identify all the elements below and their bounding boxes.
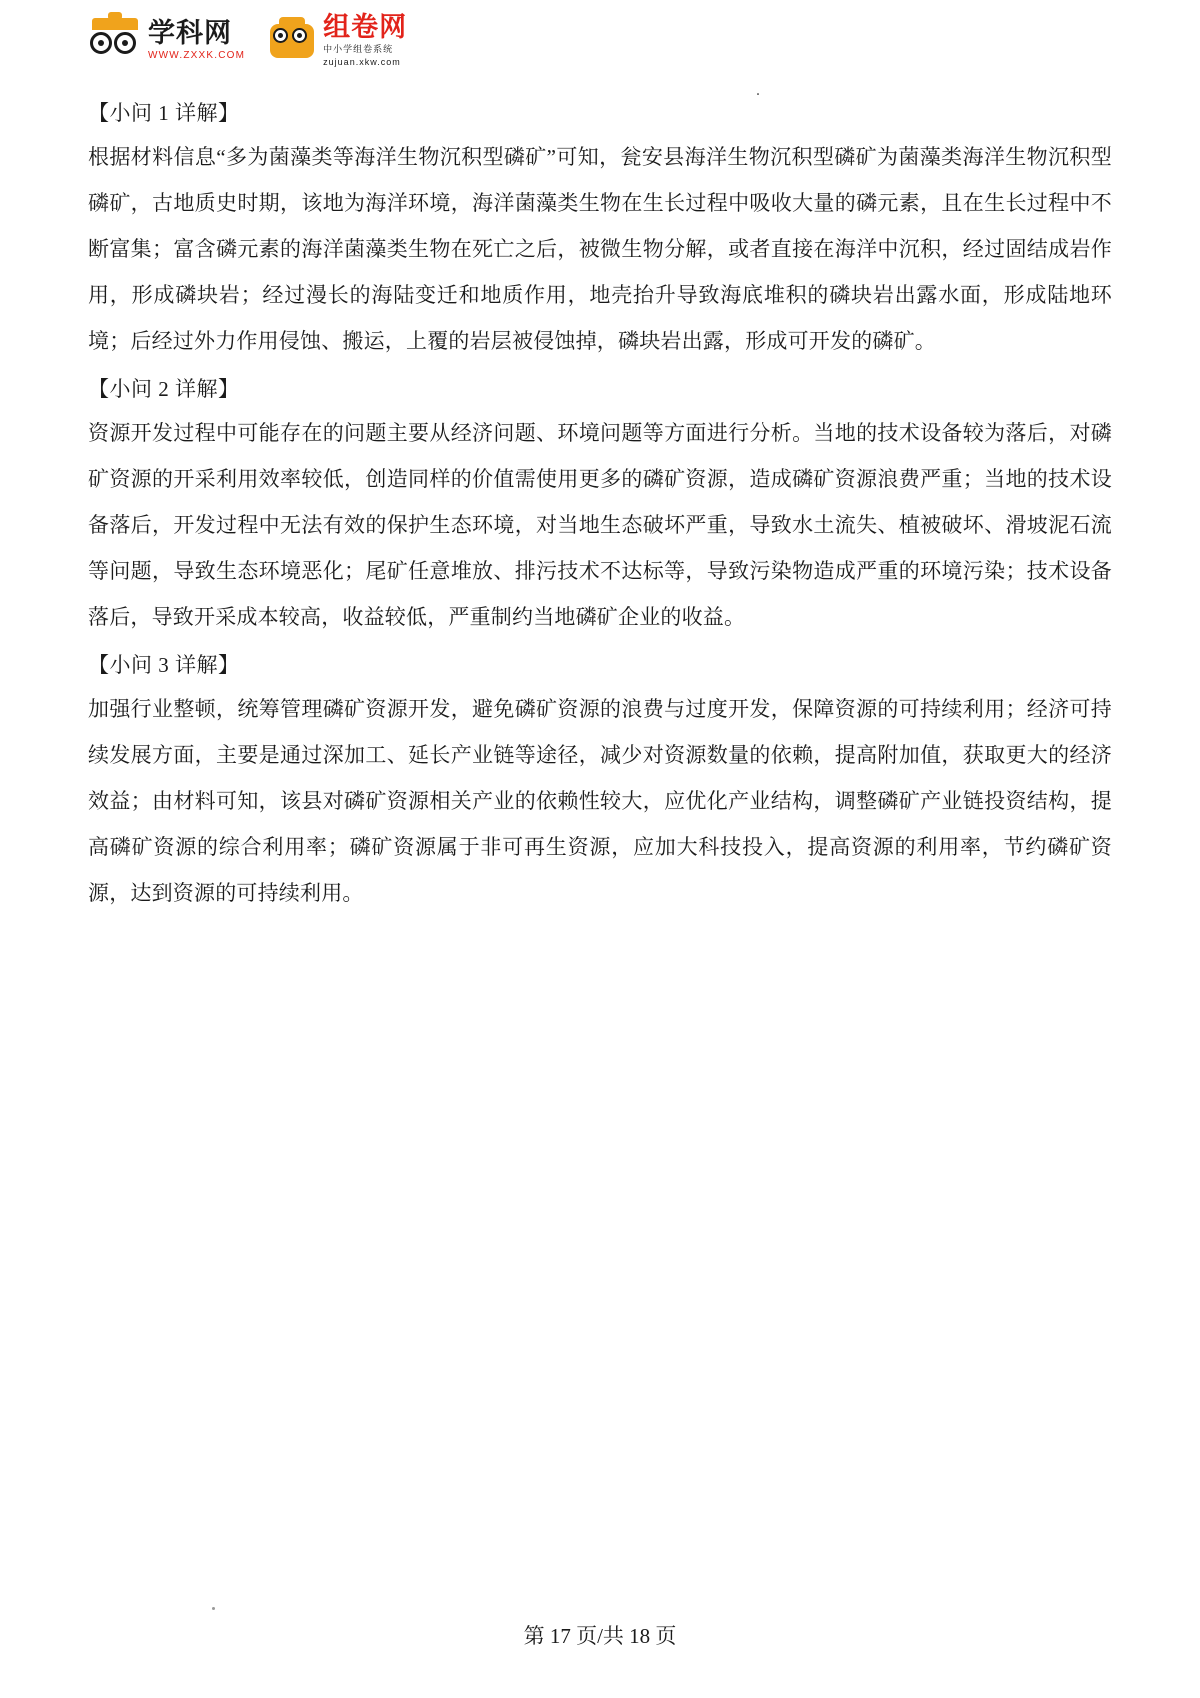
logo-xuekewang-name: 学科网 [148,18,232,48]
section-1-paragraph: 根据材料信息“多为菌藻类等海洋生物沉积型磷矿”可知，瓮安县海洋生物沉积型磷矿为菌藻类海洋生物沉积型磷矿，古地质史时期，该地为海洋环境，海洋菌藻类生物在生长过程中吸收大量的磷元素，且在生长过程中不断富集；富含磷元素的海洋菌藻类生物在死亡之后，被微生物分解，或者直接在海洋中沉积，经过固结成岩作用，形成磷块岩；经过漫长的海陆变迁和地质作用，地壳抬升导致海底堆积的磷块岩出露水面，形成陆地环境；后经过外力作用侵蚀、搬运，上覆的岩层被侵蚀掉，磷块岩出露，形成可开发的磷矿。 [88,145,1112,353]
logo-xuekewang[interactable] [88,16,245,66]
page-number-label: 第 17 页/共 18 页 [523,1624,677,1648]
document-body [88,82,1112,922]
section-3 [88,646,1112,916]
logo-zujuanwang-name: 组卷网 [323,12,408,42]
logo-zujuanwang-sub-cn: 中小学组卷系统 [323,44,394,54]
logo-bar [88,14,407,67]
owl-graduate-icon [88,16,142,66]
page-footer [0,1620,1200,1650]
section-2-title: 【小问 2 详解】 [88,377,240,401]
logo-zujuanwang-url: zujuan.xkw.com [323,57,401,67]
section-3-title: 【小问 3 详解】 [88,653,240,677]
owl-bear-icon [267,17,317,65]
section-2 [88,370,1112,640]
section-1 [88,94,1112,364]
section-1-title: 【小问 1 详解】 [88,101,240,125]
page-margin-dot [212,1607,215,1610]
section-3-paragraph: 加强行业整顿，统筹管理磷矿资源开发，避免磷矿资源的浪费与过度开发，保障资源的可持续利用；经济可持续发展方面，主要是通过深加工、延长产业链等途径，减少对资源数量的依赖，提高附加值，获取更大的经济效益；由材料可知，该县对磷矿资源相关产业的依赖性较大，应优化产业结构，调整磷矿产业链投资结构，提高磷矿资源的综合利用率；磷矿资源属于非可再生资源，应加大科技投入，提高资源的利用率，节约磷矿资源，达到资源的可持续利用。 [88,697,1112,905]
logo-zujuanwang[interactable] [267,14,407,67]
stray-dot-mark: . [756,82,760,99]
logo-xuekewang-url: WWW.ZXXK.COM [148,50,246,61]
section-2-paragraph: 资源开发过程中可能存在的问题主要从经济问题、环境问题等方面进行分析。当地的技术设备较为落后，对磷矿资源的开采利用效率较低，创造同样的价值需使用更多的磷矿资源，造成磷矿资源浪费严重；当地的技术设备落后，开发过程中无法有效的保护生态环境，对当地生态破坏严重，导致水土流失、植被破坏、滑坡泥石流等问题，导致生态环境恶化；尾矿任意堆放、排污技术不达标等，导致污染物造成严重的环境污染；技术设备落后，导致开采成本较高，收益较低，严重制约当地磷矿企业的收益。 [88,421,1112,629]
